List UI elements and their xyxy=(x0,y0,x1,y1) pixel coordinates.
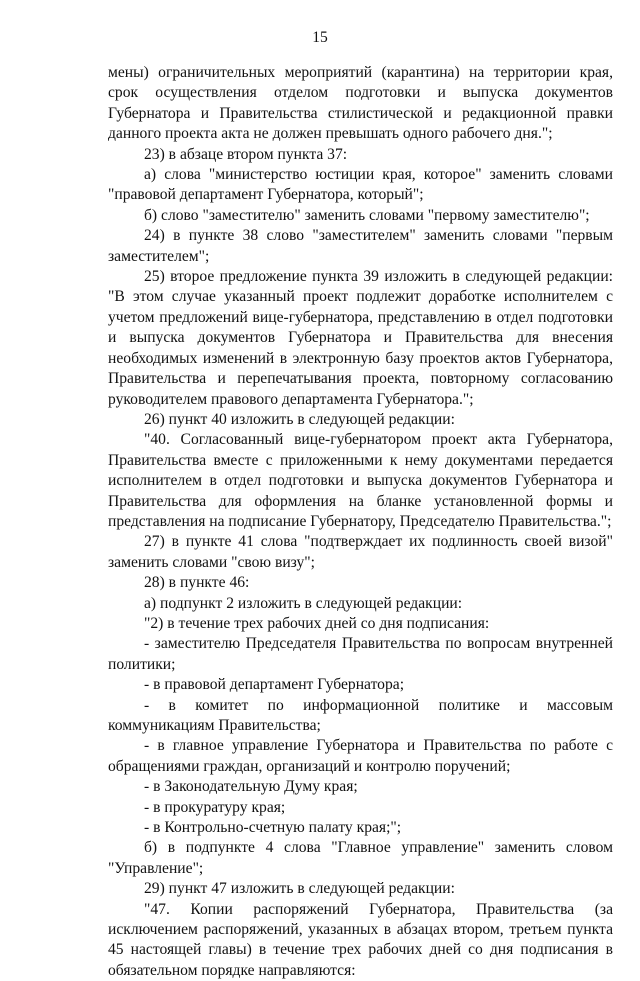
paragraph: - в Контрольно-счетную палату края;"; xyxy=(144,819,402,837)
paragraph: - заместителю Председателя Правительства по вопросам внутренней политики; xyxy=(108,635,613,673)
paragraph: 23) в абзаце втором пункта 37: xyxy=(144,145,348,163)
paragraph: а) слова "министерство юстиции края, которое" заменить словами "правовой департамент Губернатора, который"; xyxy=(108,166,613,204)
paragraph: - в главное управление Губернатора и Правительства по работе с обращениями граждан, организаций и контролю поручений; xyxy=(108,737,613,775)
paragraph: - в прокуратуру края; xyxy=(144,798,286,816)
paragraph: "40. Согласованный вице-губернатором проект акта Губернатора, Правительства вместе с приложенными к нему документами передается исполнителем в отдел подготовки и выпуска документов Губернатора и Правительства для оформления на бланке установленной формы и представления на подписание Губернатору, Председателю Правительства."; xyxy=(108,431,613,530)
paragraph: 29) пункт 47 изложить в следующей редакции: xyxy=(144,880,455,898)
paragraph: - в комитет по информационной политике и массовым коммуникациям Правительства; xyxy=(108,696,613,734)
paragraph: б) в подпункте 4 слова "Главное управление" заменить словом "Управление"; xyxy=(108,839,613,877)
paragraph: 24) в пункте 38 слово "заместителем" заменить словами "первым заместителем"; xyxy=(108,227,613,265)
paragraph: - в правовой департамент Губернатора; xyxy=(144,676,405,694)
document-body xyxy=(108,63,613,981)
paragraph: а) подпункт 2 изложить в следующей редакции: xyxy=(144,594,463,612)
paragraph: б) слово "заместителю" заменить словами "первому заместителю"; xyxy=(144,206,590,224)
paragraph: 27) в пункте 41 слова "подтверждает их подлинность своей визой" заменить словами "свою визу"; xyxy=(108,533,613,571)
paragraph: 28) в пункте 46: xyxy=(144,574,250,592)
paragraph: "47. Копии распоряжений Губернатора, Правительства (за исключением распоряжений, указанных в абзацах втором, третьем пункта 45 настоящей главы) в течение трех рабочих дней со дня подписания в обязательном порядке направляются: xyxy=(108,900,613,979)
paragraph: 26) пункт 40 изложить в следующей редакции: xyxy=(144,410,455,428)
paragraph: - в Законодательную Думу края; xyxy=(144,778,358,796)
paragraph: мены) ограничительных мероприятий (карантина) на территории края, срок осуществления отделом подготовки и выпуска документов Губернатора и Правительства стилистической и редакционной правки данного проекта акта не должен превышать одного рабочего дня."; xyxy=(108,64,613,143)
paragraph: "2) в течение трех рабочих дней со дня подписания: xyxy=(144,614,490,632)
paragraph: 25) второе предложение пункта 39 изложить в следующей редакции: "В этом случае указанный проект подлежит доработке исполнителем с учетом предложений вице-губернатора, представлению в отдел подготовки и выпуска документов Губернатора и Правительства для внесения необходимых изменений в электронную базу проектов актов Губернатора, Правительства и перепечатывания проекта, повторному согласованию руководителем правового департамента Губернатора."; xyxy=(108,268,613,408)
page-number: 15 xyxy=(312,29,328,46)
